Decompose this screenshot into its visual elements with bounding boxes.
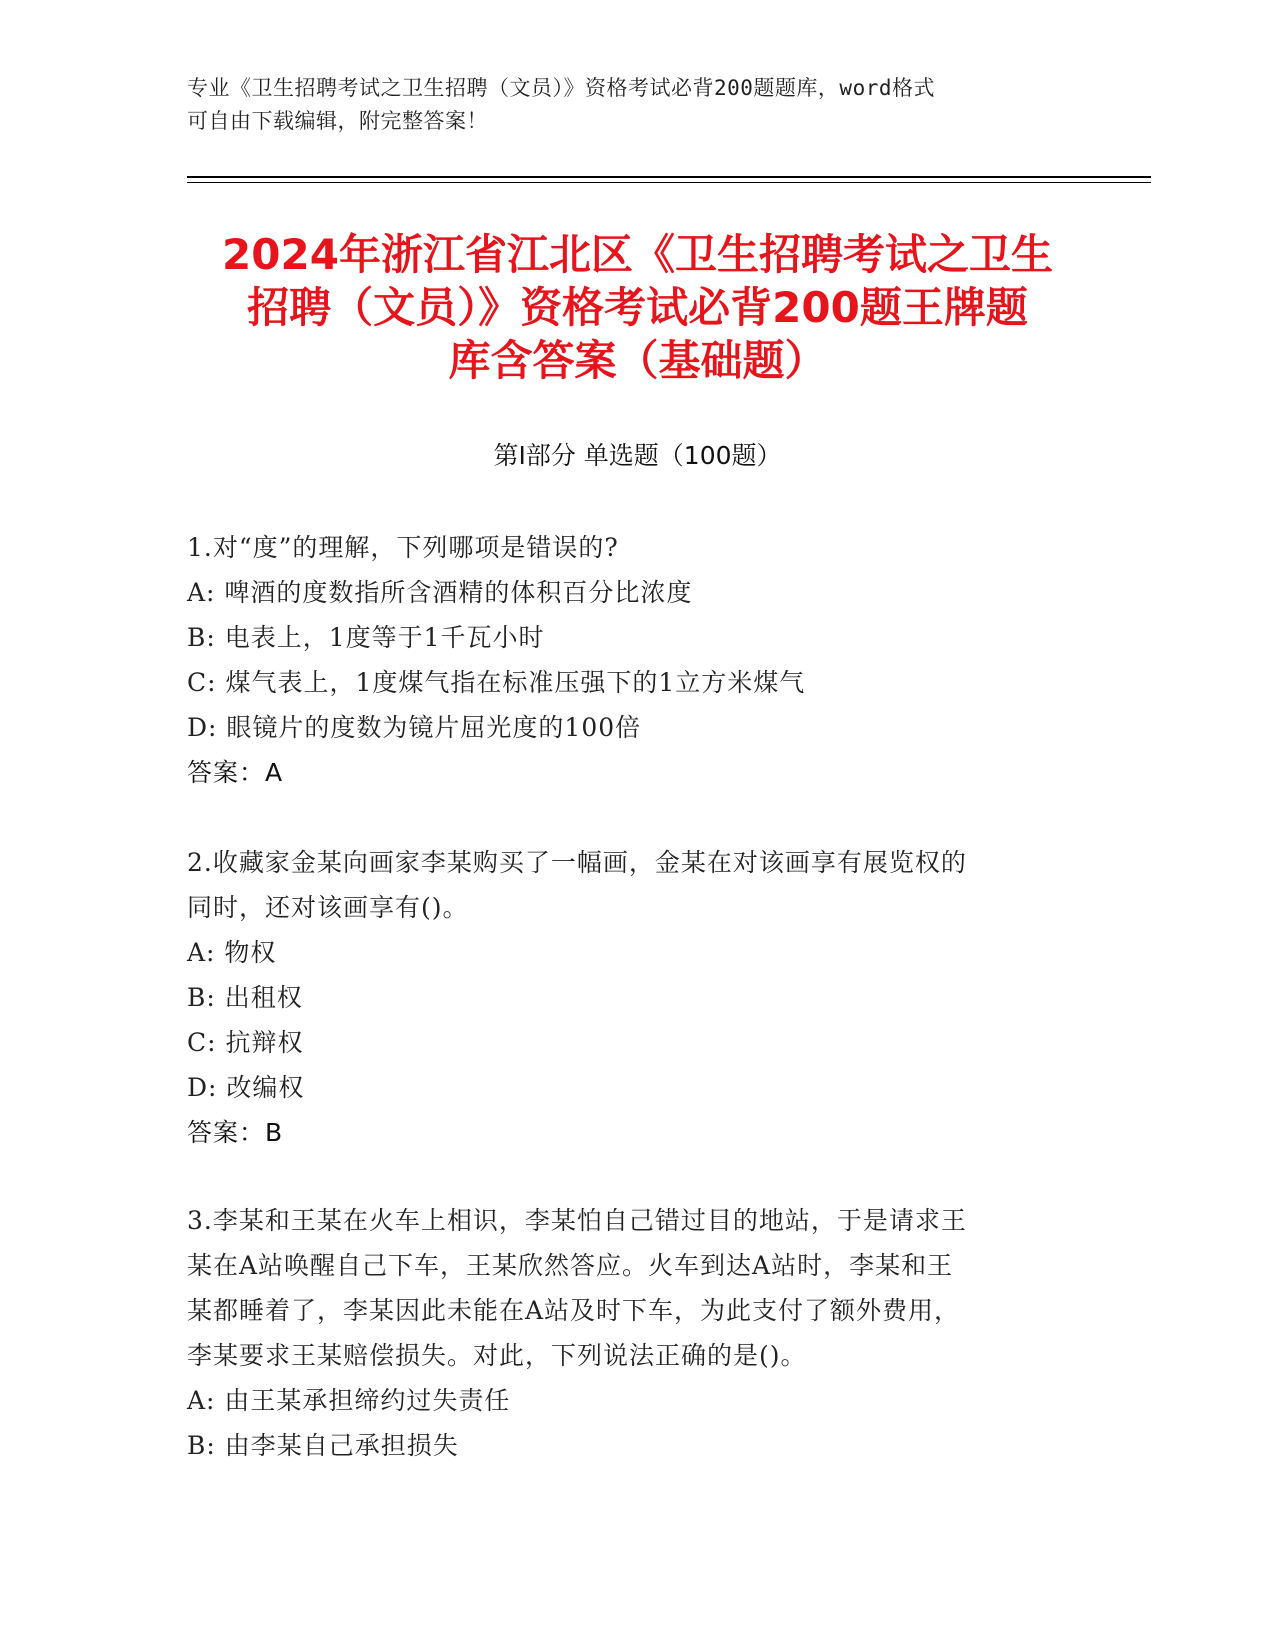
document-title [150, 228, 1125, 387]
option-a: A: 由王某承担缔约过失责任 [187, 1386, 511, 1415]
answer: 答案：A [187, 758, 284, 787]
question-block [187, 840, 1067, 1155]
question-stem: 1.对“度”的理解，下列哪项是错误的? [187, 533, 619, 562]
question-stem: 某在A站唤醒自己下车，王某欣然答应。火车到达A站时，李某和王 [187, 1251, 954, 1280]
header-note-line: 专业《卫生招聘考试之卫生招聘（文员）》资格考试必背200题题库，word格式 [187, 76, 935, 100]
option-b: B: 出租权 [187, 983, 303, 1012]
option-d: D: 改编权 [187, 1073, 305, 1102]
header-divider-thin [187, 182, 1151, 183]
option-b: B: 电表上，1度等于1千瓦小时 [187, 623, 545, 652]
option-c: C: 抗辩权 [187, 1028, 304, 1057]
question-stem: 2.收藏家金某向画家李某购买了一幅画，金某在对该画享有展览权的 [187, 848, 967, 877]
question-stem: 3.李某和王某在火车上相识，李某怕自己错过目的地站，于是请求王 [187, 1206, 967, 1235]
title-line: 2024年浙江省江北区《卫生招聘考试之卫生 [222, 230, 1053, 279]
option-a: A: 啤酒的度数指所含酒精的体积百分比浓度 [187, 578, 693, 607]
title-line: 招聘（文员）》资格考试必背200题王牌题 [247, 283, 1028, 332]
option-d: D: 眼镜片的度数为镜片屈光度的100倍 [187, 713, 642, 742]
answer: 答案：B [187, 1118, 284, 1147]
question-block [187, 525, 1067, 795]
option-c: C: 煤气表上，1度煤气指在标准压强下的1立方米煤气 [187, 668, 806, 697]
question-stem: 某都睡着了，李某因此未能在A站及时下车，为此支付了额外费用， [187, 1296, 961, 1325]
question-block [187, 1198, 1067, 1468]
question-stem: 同时，还对该画享有()。 [187, 893, 469, 922]
title-line: 库含答案（基础题） [448, 336, 827, 385]
header-note [187, 72, 1067, 138]
section-heading: 第Ⅰ部分 单选题（100题） [493, 441, 782, 470]
option-a: A: 物权 [187, 938, 277, 967]
question-stem: 李某要求王某赔偿损失。对此，下列说法正确的是()。 [187, 1341, 807, 1370]
header-note-line: 可自由下载编辑，附完整答案！ [187, 109, 488, 133]
header-divider [187, 176, 1151, 178]
option-b: B: 由李某自己承担损失 [187, 1431, 459, 1460]
